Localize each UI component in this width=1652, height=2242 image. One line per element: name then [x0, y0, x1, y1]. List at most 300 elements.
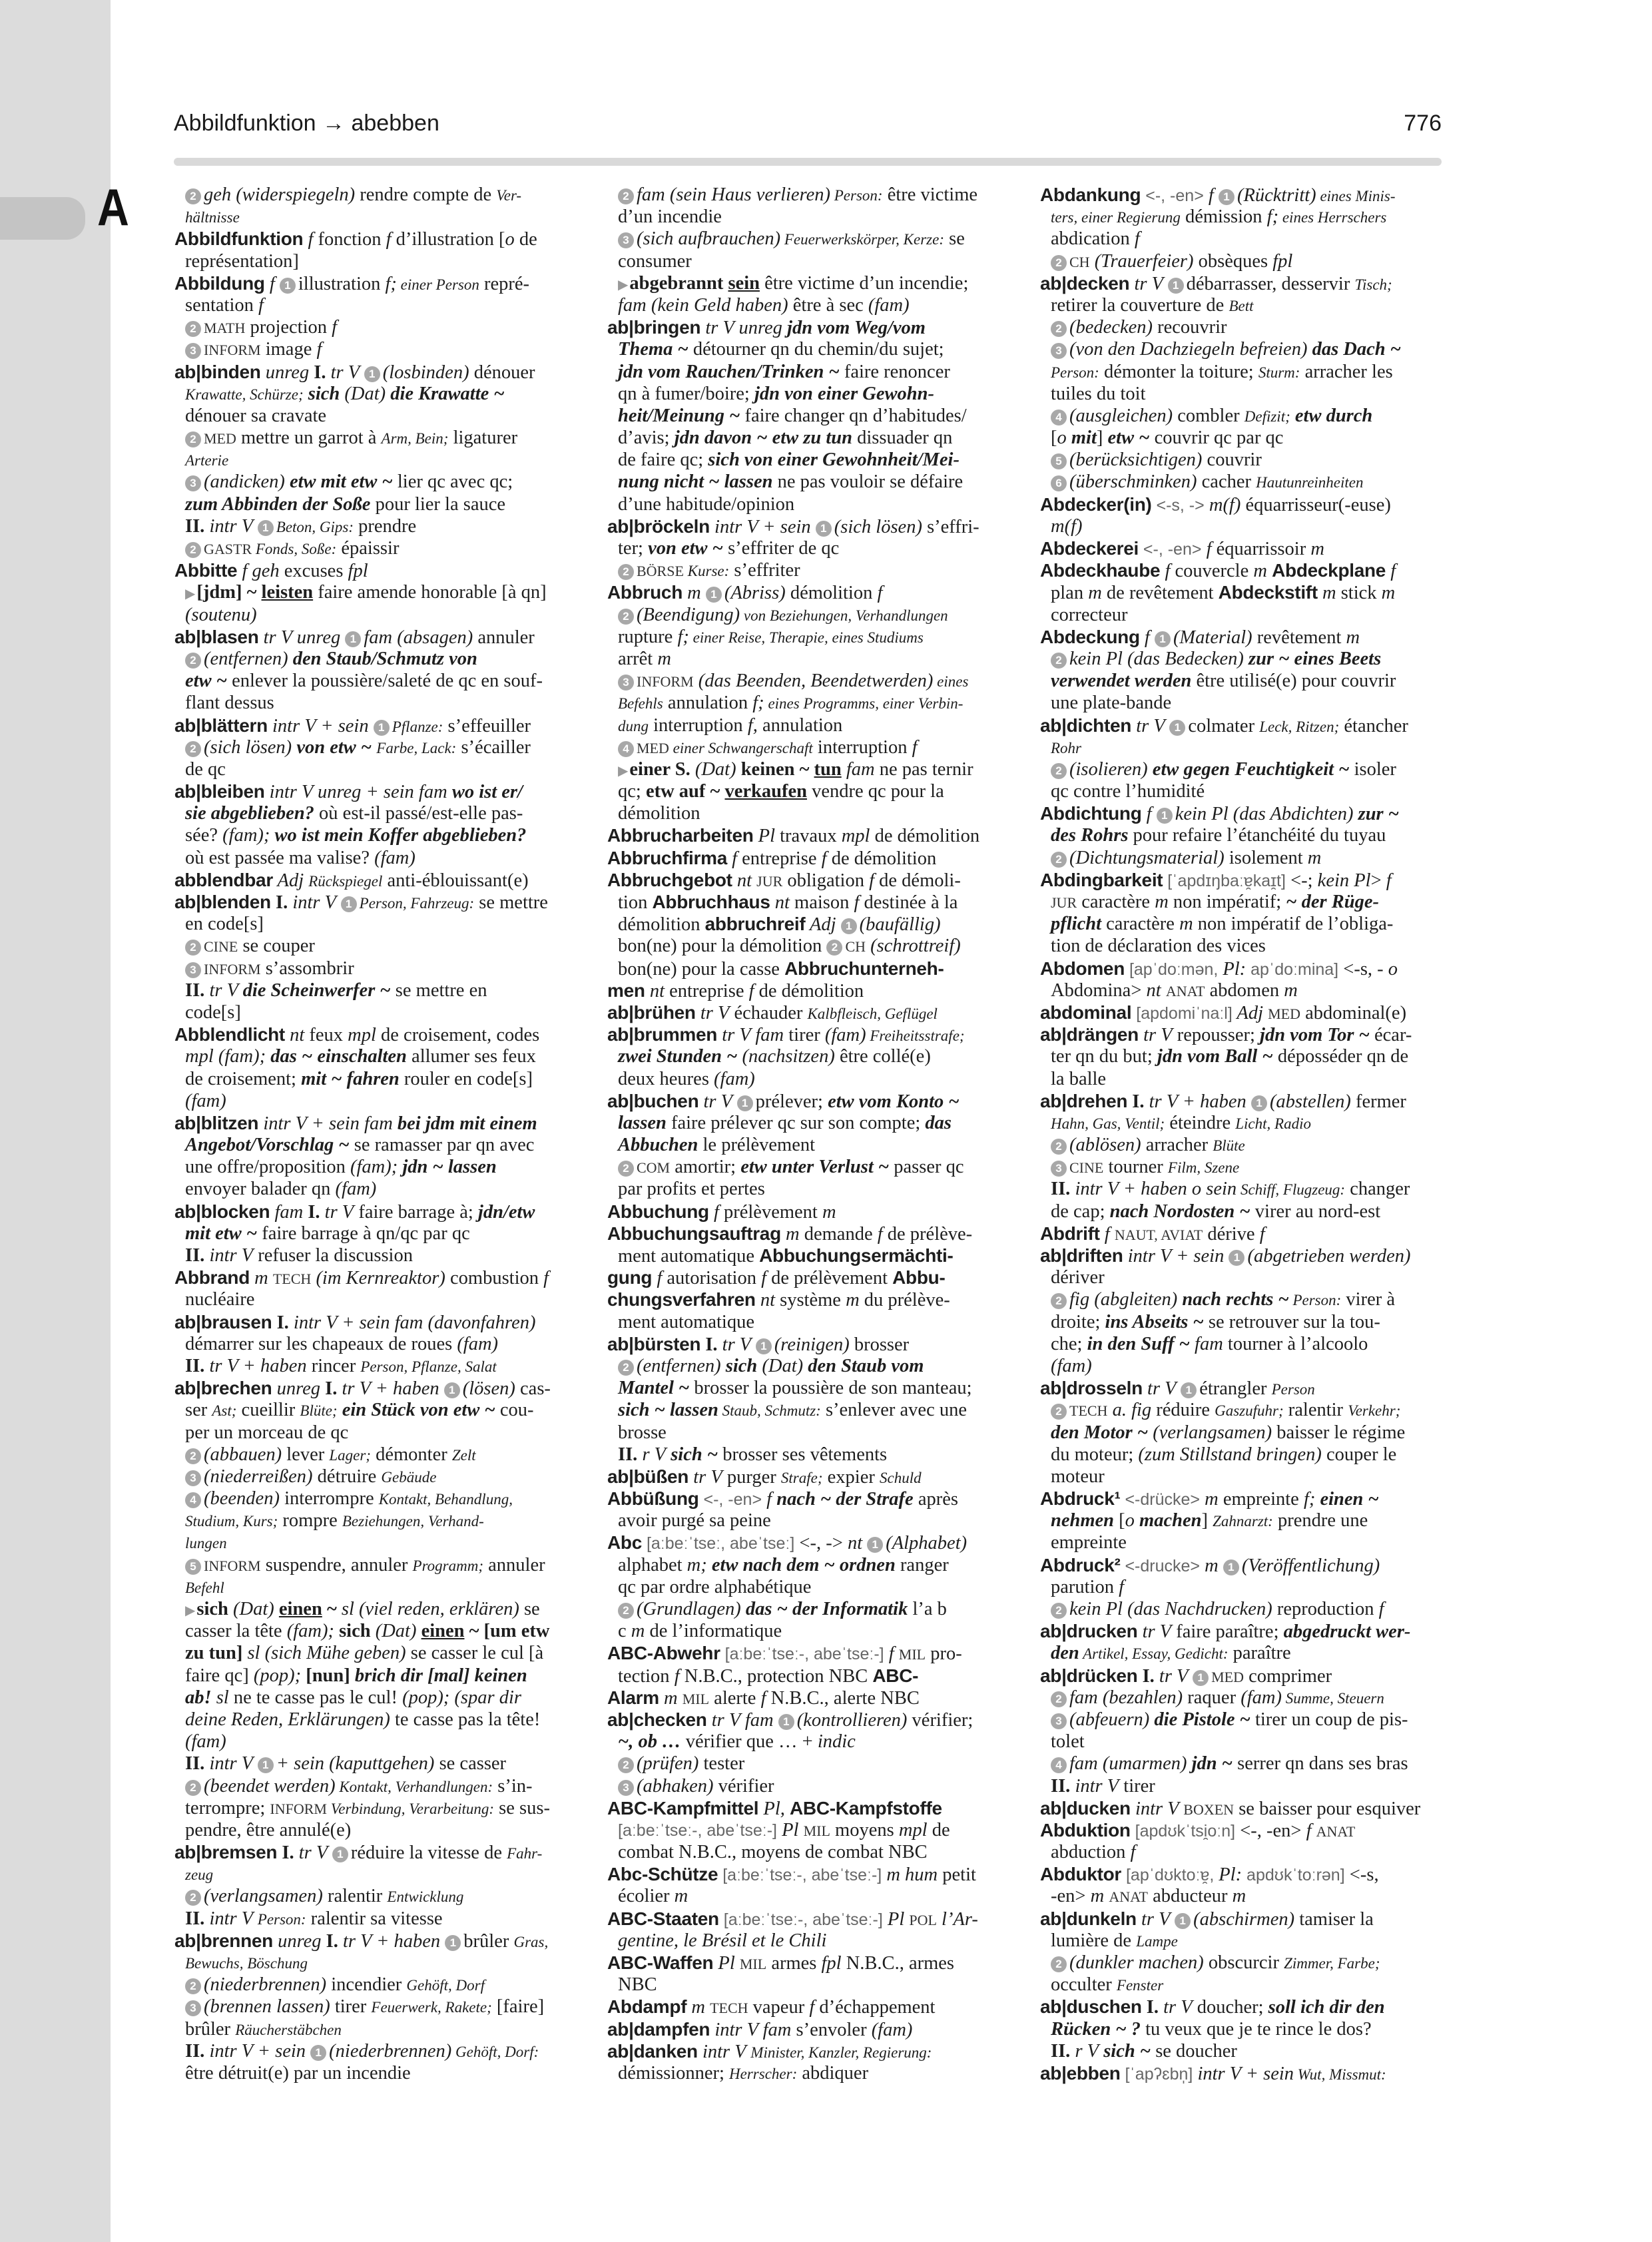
- entry-text: d’un incendie: [618, 206, 722, 228]
- thumb-index-letter: A: [97, 178, 129, 236]
- entry-text: Schuld: [879, 1469, 922, 1486]
- entry-text: fpl: [821, 1953, 842, 1974]
- entry-line: [607, 1775, 1021, 1797]
- entry-text: Summe, Steuern: [1281, 1689, 1384, 1707]
- sense-number-icon: 2: [618, 1603, 634, 1619]
- entry-text: Programm;: [412, 1557, 483, 1574]
- sense-number-icon: 1: [756, 1338, 772, 1354]
- entry-text: droite;: [1051, 1311, 1105, 1332]
- entry-text: (beendet werden): [204, 1775, 336, 1797]
- sense-number-icon: 3: [1051, 1713, 1067, 1729]
- entry-text: refuser la discussion: [253, 1245, 413, 1266]
- entry-headword-line: [607, 1333, 1021, 1355]
- entry-text: ters, einer Regierung: [1051, 209, 1181, 226]
- entry-text: moteur: [1051, 1466, 1105, 1487]
- headword: Abdeckerei: [1040, 538, 1139, 559]
- sense-number-icon: 1: [444, 1382, 460, 1398]
- entry-text: tr V + haben: [337, 1378, 444, 1400]
- entry-text: (andicken): [204, 471, 285, 493]
- entry-text: einer Schwangerschaft: [669, 739, 813, 756]
- entry-text: tr V: [695, 1002, 730, 1023]
- entry-text: couvrir: [1202, 449, 1262, 471]
- entry-text: Abbuchen: [618, 1135, 698, 1156]
- entry-text: entreprise: [737, 848, 822, 869]
- entry-text: etw auf ~: [645, 781, 725, 802]
- entry-text: se couper: [238, 936, 315, 957]
- entry-text: Pl:: [1223, 958, 1246, 980]
- entry-text: démission: [1180, 206, 1267, 228]
- entry-text: vérifier;: [907, 1709, 973, 1731]
- headword: Abdeckplane: [1272, 560, 1386, 581]
- entry-text: d’échappement: [814, 1997, 936, 2018]
- entry-text: II.: [1051, 2040, 1071, 2062]
- headword: Abdruck¹: [1040, 1488, 1121, 1510]
- entry-text: obscurcir: [1203, 1952, 1284, 1973]
- entry-text: (zum Stillstand bringen): [1138, 1444, 1322, 1465]
- headword: Abdecker(in): [1040, 493, 1152, 515]
- entry-line: [1040, 780, 1454, 802]
- entry-line: [1040, 427, 1454, 449]
- entry-text: I.: [1137, 1665, 1155, 1687]
- entry-text: (berücksichtigen): [1069, 449, 1203, 471]
- entry-headword-line: [607, 869, 1021, 891]
- entry-text: détruire: [312, 1466, 382, 1487]
- entry-text: Blüte;: [300, 1402, 338, 1420]
- entry-line: [1040, 1709, 1454, 1731]
- entry-line: [1040, 1288, 1454, 1310]
- entry-text: Pl: [882, 1908, 910, 1930]
- entry-line: [174, 2018, 589, 2040]
- entry-text: abdominal(e): [1300, 1002, 1407, 1023]
- entry-text: se retrouver sur la tou-: [1203, 1311, 1380, 1332]
- entry-text: Adj: [272, 870, 309, 891]
- entry-text: cacher: [1197, 471, 1256, 493]
- entry-text: tr V: [698, 1091, 737, 1112]
- entry-text: se: [519, 1599, 540, 1619]
- entry-text: occulter: [1051, 1974, 1117, 1996]
- entry-text: Fahr-: [507, 1845, 543, 1862]
- entry-text: m: [780, 1223, 800, 1245]
- entry-text: équarrisseur(-euse): [1240, 494, 1391, 515]
- sense-number-icon: 2: [185, 188, 201, 204]
- entry-line: [174, 913, 589, 935]
- entry-text: arracher les: [1300, 361, 1393, 382]
- entry-text: f: [1160, 561, 1171, 582]
- entry-text: f: [726, 848, 738, 869]
- entry-text: brosser la poussière de son manteau;: [689, 1378, 972, 1399]
- entry-line: [1040, 1333, 1454, 1355]
- entry-line: [607, 802, 1021, 824]
- entry-text: ment automatique: [618, 1311, 754, 1332]
- entry-line: [1040, 1112, 1454, 1134]
- entry-text: se doucher: [1151, 2040, 1237, 2062]
- headword: chungsverfahren: [607, 1289, 756, 1310]
- entry-text: image: [260, 339, 317, 360]
- entry-text: m(f): [1204, 494, 1241, 515]
- sense-number-icon: 1: [1169, 720, 1185, 736]
- entry-text: I.: [277, 1842, 294, 1864]
- entry-text: comprimer: [1243, 1665, 1332, 1687]
- entry-text: de démolition: [754, 980, 864, 1001]
- entry-text: (das Beenden, Beendetwerden): [693, 671, 934, 692]
- entry-text: Pl: [753, 826, 775, 847]
- domain-label: CH: [845, 938, 866, 956]
- headword: ab|bleiben: [174, 781, 265, 802]
- entry-line: [607, 604, 1021, 626]
- entry-text: hältnisse: [185, 209, 240, 226]
- entry-text: von etw ~: [648, 538, 723, 559]
- entry-text: couvrir qc par qc: [1149, 427, 1284, 449]
- entry-text: (abstellen): [1269, 1091, 1351, 1112]
- entry-line: [174, 1863, 589, 1885]
- entry-text: I.: [1127, 1091, 1145, 1112]
- entry-text: nach rechts ~: [1177, 1289, 1289, 1310]
- entry-line: [1040, 1311, 1454, 1333]
- entry-text: intr V: [204, 1753, 258, 1775]
- entry-text: de démoli-: [874, 870, 961, 891]
- entry-text: s’envoler: [791, 2019, 872, 2040]
- entry-line: [1040, 338, 1454, 360]
- entry-line: [1040, 847, 1454, 869]
- entry-text: wo ist mein Koffer abgeblieben?: [270, 825, 527, 846]
- entry-text: Gras,: [513, 1933, 549, 1950]
- entry-line: [174, 1399, 589, 1421]
- headword: Abbitte: [174, 560, 238, 581]
- entry-headword-line: [607, 1996, 1021, 2018]
- entry-text: m: [1346, 627, 1360, 648]
- entry-text: f: [760, 1687, 766, 1709]
- entry-headword-line: [1040, 272, 1454, 294]
- entry-line: [607, 294, 1021, 316]
- entry-line: [1040, 1775, 1454, 1797]
- entry-text: f: [1119, 1576, 1125, 1597]
- entry-text: se sus-: [494, 1797, 550, 1819]
- entry-line: [174, 1665, 589, 1687]
- entry-text: <-s,: [1344, 1864, 1379, 1886]
- entry-line: [174, 1156, 589, 1178]
- entry-text: armes: [766, 1953, 822, 1974]
- entry-text: fig (abgleiten): [1069, 1289, 1178, 1310]
- sense-number-icon: 2: [1051, 852, 1067, 868]
- entry-headword-line: [607, 1863, 1021, 1885]
- entry-text: être collé(e): [834, 1046, 931, 1067]
- entry-headword-line: [1040, 1819, 1454, 1841]
- domain-label: POL: [909, 1911, 937, 1928]
- entry-text: tr V: [1129, 273, 1168, 294]
- entry-text: (fam);: [286, 1621, 334, 1642]
- entry-text: f;: [1266, 206, 1279, 228]
- entry-text: qn à fumer/boire;: [618, 383, 754, 404]
- entry-text: petit: [938, 1864, 976, 1886]
- entry-text: (Dat): [344, 383, 386, 404]
- entry-text: annuler: [473, 627, 535, 648]
- entry-line: [174, 1488, 589, 1510]
- sense-number-icon: 1: [341, 896, 357, 912]
- entry-text: f,: [747, 714, 758, 736]
- entry-line: [174, 692, 589, 714]
- entry-headword-line: [607, 1687, 1021, 1709]
- domain-label: MIL: [682, 1690, 710, 1707]
- entry-headword-line: [607, 1797, 1021, 1819]
- entry-text: intr V + sein: [709, 516, 816, 537]
- entry-line: [607, 1377, 1021, 1399]
- entry-text: m: [687, 1997, 710, 2018]
- entry-text: das: [925, 1112, 952, 1133]
- entry-text: s’assombrir: [260, 958, 354, 979]
- entry-line: [174, 250, 589, 272]
- entry-text: (fam): [871, 2019, 913, 2040]
- entry-text: illustration: [298, 273, 386, 294]
- entry-text: [jdm] ~: [196, 582, 262, 603]
- entry-text: par profits et pertes: [618, 1179, 765, 1200]
- entry-text: Kontakt, Verhandlungen:: [335, 1778, 493, 1795]
- entry-headword-line: [1040, 626, 1454, 648]
- entry-text: correcteur: [1051, 604, 1128, 625]
- entry-text: Schiff, Flugzeug:: [1237, 1181, 1346, 1199]
- entry-line: [607, 1841, 1021, 1863]
- entry-text: mit etw ~: [185, 1223, 258, 1244]
- entry-line: [174, 1974, 589, 1996]
- entry-text: ser: [185, 1400, 212, 1421]
- entry-text: m hum: [882, 1864, 938, 1886]
- sense-number-icon: 2: [185, 321, 201, 337]
- entry-text: être à sec: [788, 294, 868, 316]
- entry-text: Person, Pflanze, Salat: [360, 1358, 497, 1375]
- entry-text: destinée à la: [859, 892, 958, 913]
- entry-text: où est passée ma valise?: [185, 847, 375, 868]
- entry-text: (abgetrieben werden): [1247, 1246, 1411, 1266]
- domain-label: MIL: [898, 1646, 926, 1663]
- entry-headword-line: [1040, 2062, 1454, 2084]
- entry-text: de croisement, codes: [376, 1025, 540, 1046]
- entry-line: [1040, 1444, 1454, 1466]
- entry-line: [174, 824, 589, 846]
- sense-number-icon: 1: [1229, 1250, 1244, 1266]
- entry-line: [1040, 692, 1454, 714]
- entry-text: tourner à l’alcoolo: [1223, 1333, 1368, 1354]
- entry-line: [1040, 581, 1454, 603]
- entry-text: fam (sein Haus verlieren): [637, 184, 830, 205]
- entry-text: m: [1381, 583, 1396, 604]
- entry-text: m: [674, 1886, 688, 1907]
- entry-line: [607, 405, 1021, 427]
- entry-text: prélèvement: [718, 1201, 822, 1223]
- entry-text: réduire: [1151, 1400, 1215, 1421]
- entry-text: Herrscher:: [729, 2065, 798, 2082]
- entry-text: prendre: [354, 515, 417, 537]
- entry-line: [607, 361, 1021, 383]
- entry-line: [607, 1974, 1021, 1996]
- entry-text: (verlangsamen): [1148, 1422, 1272, 1443]
- entry-text: recouvrir: [1152, 317, 1227, 338]
- headword: ab|büßen: [607, 1466, 689, 1487]
- sense-number-icon: 2: [1051, 321, 1067, 337]
- entry-text: + sein (kaputtgehen): [276, 1753, 435, 1775]
- headword: ab|ebben: [1040, 2062, 1121, 2084]
- entry-line: [174, 1576, 589, 1598]
- entry-text: cas-: [515, 1378, 551, 1400]
- entry-line: [174, 1134, 589, 1156]
- entry-headword-line: [174, 714, 589, 736]
- entry-text: machen: [1134, 1510, 1202, 1532]
- entry-text: serrer qn dans ses bras: [1233, 1753, 1408, 1775]
- entry-text: (fam);: [350, 1157, 398, 1178]
- entry-line: [1040, 1201, 1454, 1223]
- headword: ab|blocken: [174, 1201, 270, 1222]
- entry-line: [607, 692, 1021, 714]
- entry-text: allumer ses feux: [406, 1046, 536, 1067]
- headword: Abbruchgebot: [607, 869, 732, 890]
- entry-text: (fam): [335, 1179, 377, 1200]
- entry-line: [1040, 1466, 1454, 1488]
- entry-text: une plate-bande: [1051, 693, 1172, 714]
- entry-line: [174, 427, 589, 449]
- entry-headword-line: [1040, 1245, 1454, 1266]
- entry-text: m: [822, 1201, 836, 1223]
- entry-text: ins Abseits ~: [1105, 1311, 1204, 1332]
- entry-text: Angebot/Vorschlag ~: [185, 1135, 350, 1156]
- headword: ab|danken: [607, 2040, 698, 2062]
- entry-text: indic: [817, 1731, 856, 1753]
- entry-headword-line: [1040, 1620, 1454, 1642]
- entry-text: II.: [185, 1908, 205, 1929]
- entry-text: (isolieren): [1069, 758, 1148, 780]
- entry-text: Zimmer, Farbe;: [1284, 1955, 1380, 1972]
- entry-text: f: [386, 229, 392, 250]
- entry-headword-line: [607, 1488, 1021, 1510]
- entry-line: [607, 1045, 1021, 1067]
- entry-text: anti-éblouissant(e): [382, 870, 529, 891]
- thumb-index-tab: [0, 197, 85, 240]
- entry-line: [1040, 1576, 1454, 1598]
- entry-text: Bett: [1229, 297, 1254, 314]
- entry-text: [: [1114, 1510, 1125, 1532]
- domain-label: INFORM: [637, 673, 694, 691]
- entry-text: nehmen: [1051, 1510, 1115, 1532]
- entry-headword-line: [174, 228, 589, 250]
- entry-text: f: [1259, 1223, 1265, 1245]
- entry-text: Strafe;: [780, 1469, 823, 1486]
- entry-text: Person:: [257, 1910, 306, 1928]
- entry-text: etw durch: [1290, 405, 1373, 426]
- entry-text: brosser ses vêtements: [718, 1444, 888, 1465]
- entry-text: réduire la vitesse de: [350, 1842, 507, 1864]
- entry-headword-line: [174, 869, 589, 891]
- domain-label: MIL: [739, 1956, 767, 1972]
- domain-label: INFORM: [204, 1557, 261, 1574]
- entry-line: [607, 1311, 1021, 1333]
- entry-text: brich dir [mal] keinen: [350, 1665, 527, 1686]
- sense-number-icon: 1: [332, 1846, 348, 1862]
- entry-text: jdn davon ~ etw zu tun: [674, 427, 852, 449]
- entry-text: être utilisé(e) pour couvrir: [1191, 671, 1396, 692]
- entry-text: <-, -en>: [1235, 1820, 1306, 1841]
- entry-headword-line: [607, 1709, 1021, 1731]
- sense-number-icon: 3: [1051, 343, 1067, 359]
- entry-text: >: [1370, 870, 1386, 891]
- entry-headword-line: [607, 847, 1021, 869]
- headword: ab|buchen: [607, 1090, 699, 1111]
- entry-text: de faire qc;: [618, 449, 708, 471]
- entry-line: [1040, 316, 1454, 338]
- entry-text: sich ~: [1099, 2040, 1151, 2062]
- entry-text: caractère: [1101, 914, 1180, 935]
- entry-text: tr V: [1136, 1908, 1175, 1930]
- entry-text: f: [854, 892, 860, 913]
- entry-text: baisser le régime: [1272, 1422, 1406, 1443]
- entry-text: abgebrannt: [629, 272, 728, 294]
- entry-text: zur ~ eines Beets: [1243, 648, 1382, 669]
- entry-line: [174, 1598, 589, 1620]
- entry-line: [174, 184, 589, 206]
- entry-text: arracher: [1141, 1135, 1213, 1156]
- entry-line: [1040, 758, 1454, 780]
- entry-text: faire renoncer: [839, 361, 950, 382]
- entry-text: zur ~: [1353, 804, 1400, 825]
- sense-number-icon: 2: [185, 1978, 201, 1994]
- entry-text: deux heures: [618, 1068, 714, 1089]
- sense-number-icon: 5: [1051, 453, 1067, 469]
- entry-text: (niederreißen): [204, 1466, 313, 1487]
- entry-line: [174, 1620, 589, 1642]
- entry-headword-line: [1040, 559, 1454, 581]
- entry-text: (soutenu): [185, 604, 257, 625]
- entry-text: sentation: [185, 294, 259, 316]
- sense-number-icon: 2: [618, 609, 634, 625]
- entry-text: f: [316, 339, 322, 360]
- entry-text: tr V: [204, 980, 243, 1001]
- entry-text: m: [657, 648, 671, 669]
- entry-text: brûler: [463, 1930, 514, 1952]
- entry-line: [174, 471, 589, 493]
- entry-text: obligation: [782, 870, 870, 891]
- entry-text: Rohr: [1051, 739, 1081, 756]
- entry-headword-line: [174, 361, 589, 383]
- entry-text: ein Stück von etw ~: [337, 1400, 495, 1421]
- entry-text: das ~ einschalten: [266, 1046, 407, 1067]
- entry-text: projection: [245, 317, 332, 338]
- entry-line: [1040, 2040, 1454, 2062]
- entry-text: de l’informatique: [645, 1621, 782, 1642]
- domain-label: MED: [1268, 1005, 1300, 1022]
- entry-text: f: [762, 1489, 772, 1510]
- entry-line: [607, 228, 1021, 250]
- entry-text: m(f): [1051, 515, 1083, 537]
- entry-text: tr V unreg: [258, 627, 346, 648]
- entry-line: [607, 1422, 1021, 1444]
- entry-text: Zelt: [451, 1446, 476, 1464]
- entry-line: [607, 891, 1021, 913]
- entry-line: [607, 648, 1021, 670]
- entry-line: [174, 206, 589, 228]
- entry-text: de démolition: [870, 826, 980, 847]
- entry-text: épaissir: [336, 538, 400, 559]
- entry-headword-line: [1040, 1554, 1454, 1576]
- entry-text: kein Pl (das Bedecken): [1069, 648, 1244, 669]
- sense-number-icon: 4: [1051, 410, 1067, 425]
- headword: Abdankung: [1040, 184, 1141, 205]
- entry-text: sich ~ lassen: [618, 1400, 718, 1421]
- entry-line: [174, 1952, 589, 1974]
- entry-line: [607, 935, 1021, 957]
- domain-label: TECH: [1069, 1402, 1108, 1420]
- entry-text: code[s]: [185, 1001, 241, 1023]
- pronunciation: [ˈapʔɛbn̩]: [1120, 2064, 1193, 2084]
- entry-line: [1040, 1753, 1454, 1775]
- entry-text: intr V: [204, 515, 258, 537]
- entry-text: (Dat): [233, 1599, 279, 1619]
- entry-text: f;: [385, 273, 397, 294]
